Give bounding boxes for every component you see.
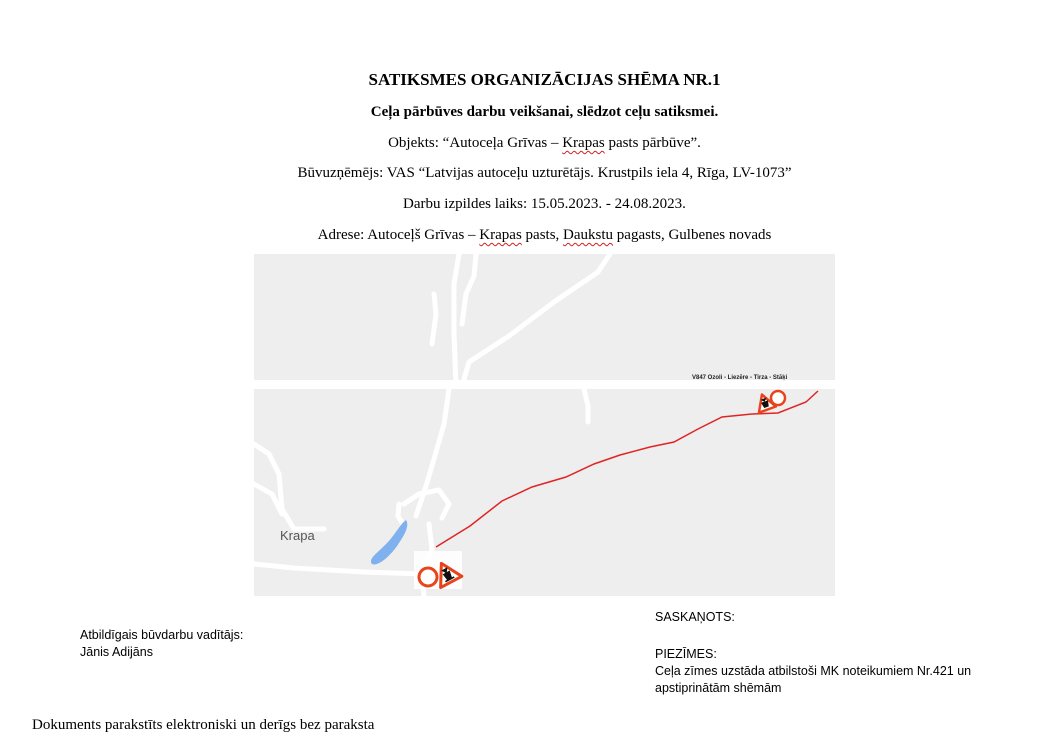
address-mid: pasts, [521,227,564,243]
closed-road-segment [436,391,818,547]
minor-road [404,490,449,518]
responsible-label: Atbildīgais būvdarbu vadītājs: [80,628,244,642]
no-vehicles-sign-icon [419,568,437,586]
main-road-label: V847 Ozoli - Liezēre - Tirza - Stāķi [692,375,788,381]
object-suffix: pasts pārbūve”. [604,135,701,151]
address-flagged-word-2: Daukstu [563,227,614,243]
minor-road [464,254,610,379]
map-canvas [254,254,835,596]
notes-label: PIEZĪMES: [655,647,717,661]
minor-road [462,254,476,324]
address-prefix: Adrese: Autoceļš Grīvas – [317,227,480,243]
contractor-line: Būvuzņēmējs: VAS “Latvijas autoceļu uzturētājs. Krustpils iela 4, Rīga, LV-1073” [297,165,792,181]
main-road [254,380,835,389]
minor-road [584,389,588,422]
signature-note: Dokuments parakstīts elektroniski un derīgs bez paraksta [32,717,375,733]
agreed-label: SASKAŅOTS: [655,610,735,624]
responsible-block [80,627,243,661]
object-flagged-word: Krapas [562,135,605,151]
object-prefix: Objekts: “Autoceļa Grīvas – [388,135,563,151]
end-signs [753,391,785,413]
object-line [0,135,1043,152]
document-subtitle: Ceļa pārbūves darbu veikšanai, slēdzot ceļu satiksmei. [370,104,719,120]
minor-road [254,564,440,574]
minor-roads [254,254,610,596]
work-period-line: Darbu izpildes laiks: 15.05.2023. - 24.08.2023. [403,196,686,212]
minor-road [454,254,459,384]
notes-block [655,646,971,697]
notes-line-1: Ceļa zīmes uzstāda atbilstoši MK noteikumiem Nr.421 un [655,664,972,678]
site-map [254,254,835,596]
no-vehicles-sign-icon [771,391,785,405]
address-line [0,227,1043,244]
place-label-krapa: Krapa [280,528,315,543]
notes-line-2: apstiprinātām shēmām [655,681,782,695]
start-signs [414,551,462,589]
document-title: SATIKSMES ORGANIZĀCIJAS SHĒMA NR.1 [368,70,721,89]
lake [371,520,407,565]
responsible-name: Jānis Adijāns [80,645,153,659]
address-flagged-word-1: Krapas [479,227,522,243]
minor-road [432,294,436,344]
address-suffix: pagasts, Gulbenes novads [613,227,772,243]
minor-road [254,444,324,529]
